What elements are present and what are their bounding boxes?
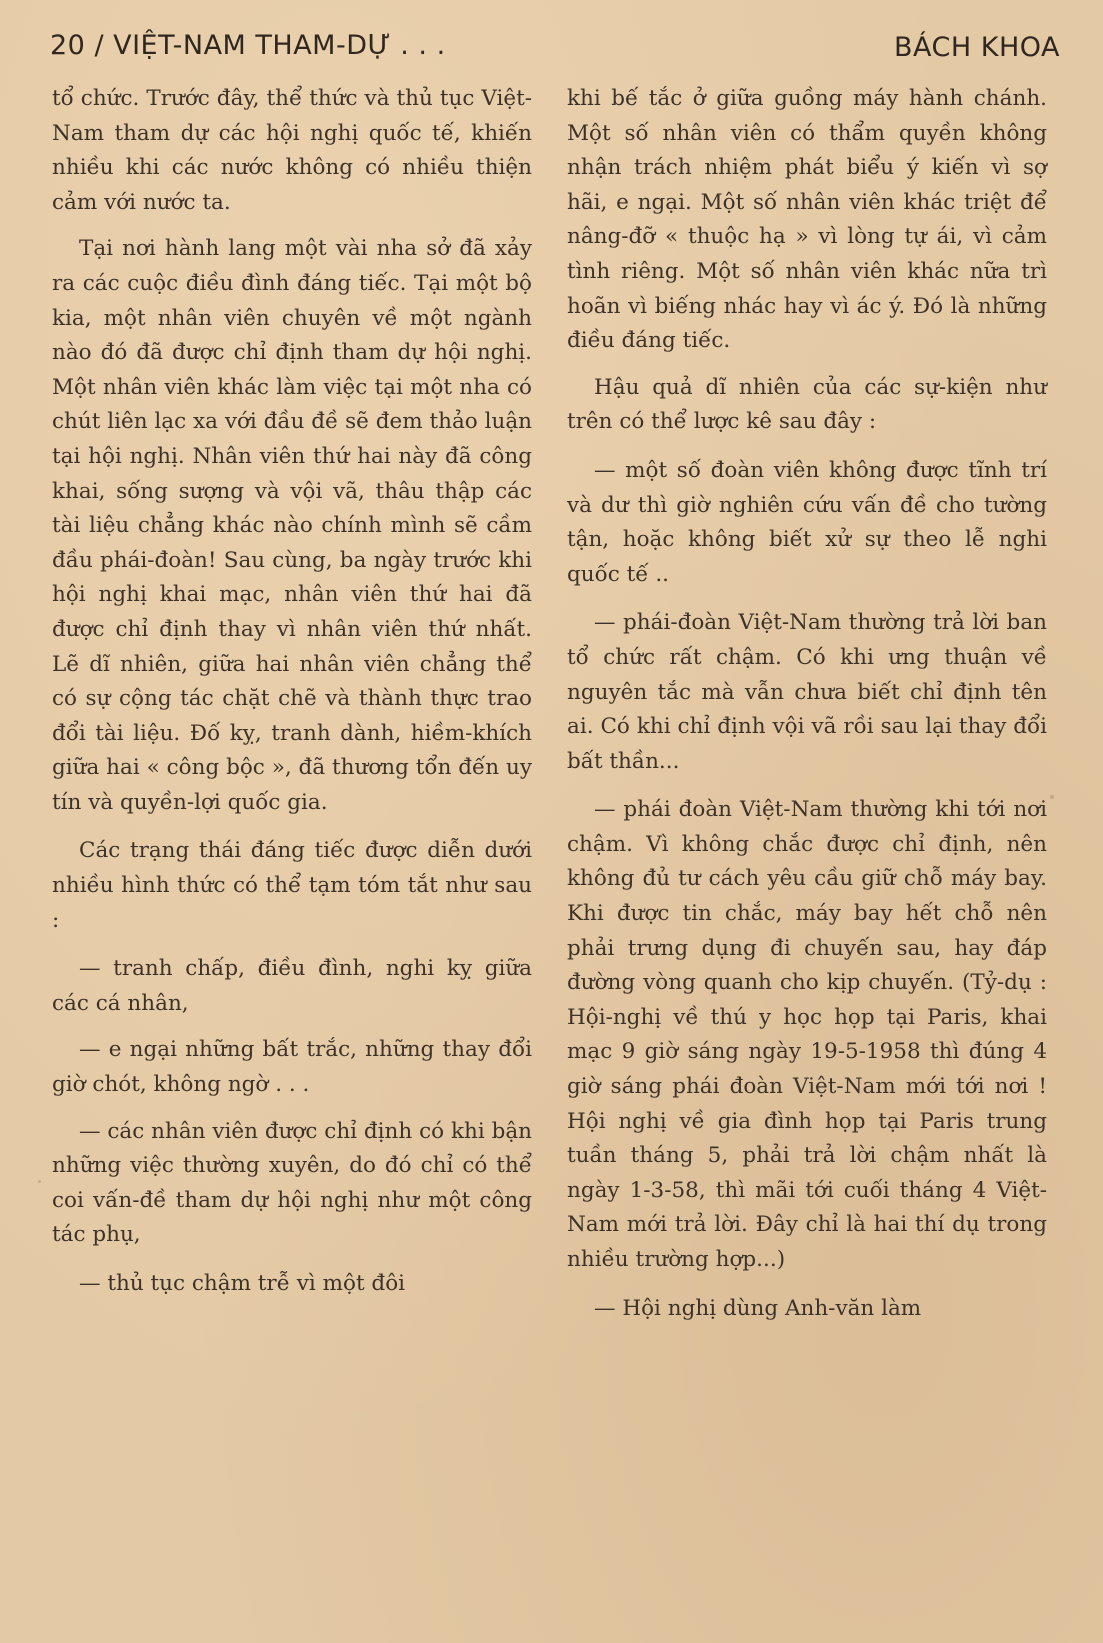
list-item: — phái đoàn Việt-Nam thường khi tới nơi chậm. Vì không chắc được chỉ định, nên không đủ tư cách yêu cầu giữ chỗ máy bay. Khi được tin chắc, máy bay hết chỗ nên phải trưng dụng đi chuyến sau, hay đáp đường vòng quanh cho kịp chuyến. (Tỷ-dụ : Hội-nghị về thú y học họp tại Paris, khai mạc 9 giờ sáng ngày 19-5-1958 thì đúng 4 giờ sáng phái đoàn Việt-Nam mới tới nơi ! Hội nghị về gia đình họp tại Paris trung tuần tháng 5, phải trả lời chậm nhất là ngày 1-3-58, thì mãi tới cuối tháng 4 Việt-Nam mới trả lời. Đây chỉ là hai thí dụ trong nhiều trường hợp...) <box>567 797 1047 1272</box>
header-magazine-name: BÁCH KHOA <box>893 32 1060 63</box>
list-item: — tranh chấp, điều đình, nghi kỵ giữa các cá nhân, <box>52 956 532 1016</box>
list-item: — thủ tục chậm trễ vì một đôi <box>79 1271 406 1296</box>
paper-speck <box>38 1180 41 1183</box>
paragraph: Tại nơi hành lang một vài nha sở đã xảy ra các cuộc điều đình đáng tiếc. Tại một bộ kia, một nhân viên chuyên về một ngành nào đó đã được chỉ định tham dự hội nghị. Một nhân viên khác làm việc tại một nha có chút liên lạc xa với đầu đề sẽ đem thảo luận tại hội nghị. Nhân viên thứ hai này đã công khai, sống sượng và vội vã, thâu thập các tài liệu chẳng khác nào chính mình sẽ cầm đầu phái-đoàn! Sau cùng, ba ngày trước khi hội nghị khai mạc, nhân viên thứ hai đã được chỉ định thay vì nhân viên thứ nhất. Lẽ dĩ nhiên, giữa hai nhân viên chẳng thể có sự cộng tác chặt chẽ và thành thực trao đổi tài liệu. Đố kỵ, tranh dành, hiềm-khích giữa hai « công bộc », đã thương tổn đến uy tín và quyền-lợi quốc gia. <box>52 236 532 815</box>
paragraph: Hậu quả dĩ nhiên của các sự-kiện như trên có thể lược kê sau đây : <box>567 374 1047 435</box>
paragraph: khi bế tắc ở giữa guồng máy hành chánh. Một số nhân viên có thẩm quyền không nhận trách nhiệm phát biểu ý kiến vì sợ hãi, e ngại. Một số nhân viên khác triệt để nâng-đỡ « thuộc hạ » vì lòng tự ái, vì cảm tình riêng. Một số nhân viên khác nữa trì hoãn vì biếng nhác hay vì ác ý. Đó là những điều đáng tiếc. <box>567 86 1047 354</box>
list-item: — Hội nghị dùng Anh-văn làm <box>594 1295 922 1321</box>
paper-speck <box>780 500 783 503</box>
right-column <box>567 82 1047 1326</box>
list-item: — các nhân viên được chỉ định có khi bận những việc thường xuyên, do đó chỉ có thể coi vấn-đề tham dự hội nghị như một công tác phụ, <box>52 1118 532 1248</box>
left-column <box>52 82 532 1302</box>
list-item: — phái-đoàn Việt-Nam thường trả lời ban tổ chức rất chậm. Có khi ưng thuận về nguyên tắc mà vẫn chưa biết chỉ định tên ai. Có khi chỉ định vội vã rồi sau lại thay đổi bất thần... <box>567 610 1047 774</box>
paragraph: Các trạng thái đáng tiếc được diễn dưới nhiều hình thức có thể tạm tóm tắt như sau : <box>52 838 532 933</box>
paper-speck <box>1050 795 1054 799</box>
running-header <box>50 30 1060 70</box>
header-page-title: 20 / VIỆT-NAM THAM-DỰ . . . <box>50 30 446 61</box>
paragraph: tổ chức. Trước đây, thể thức và thủ tục Việt-Nam tham dự các hội nghị quốc tế, khiến nhiều khi các nước không có nhiều thiện cảm với nước ta. <box>52 86 532 215</box>
list-item: — e ngại những bất trắc, những thay đổi giờ chót, không ngờ . . . <box>52 1037 532 1098</box>
list-item: — một số đoàn viên không được tĩnh trí và dư thì giờ nghiên cứu vấn đề cho tường tận, hoặc không biết xử sự theo lễ nghi quốc tế .. <box>567 457 1047 587</box>
